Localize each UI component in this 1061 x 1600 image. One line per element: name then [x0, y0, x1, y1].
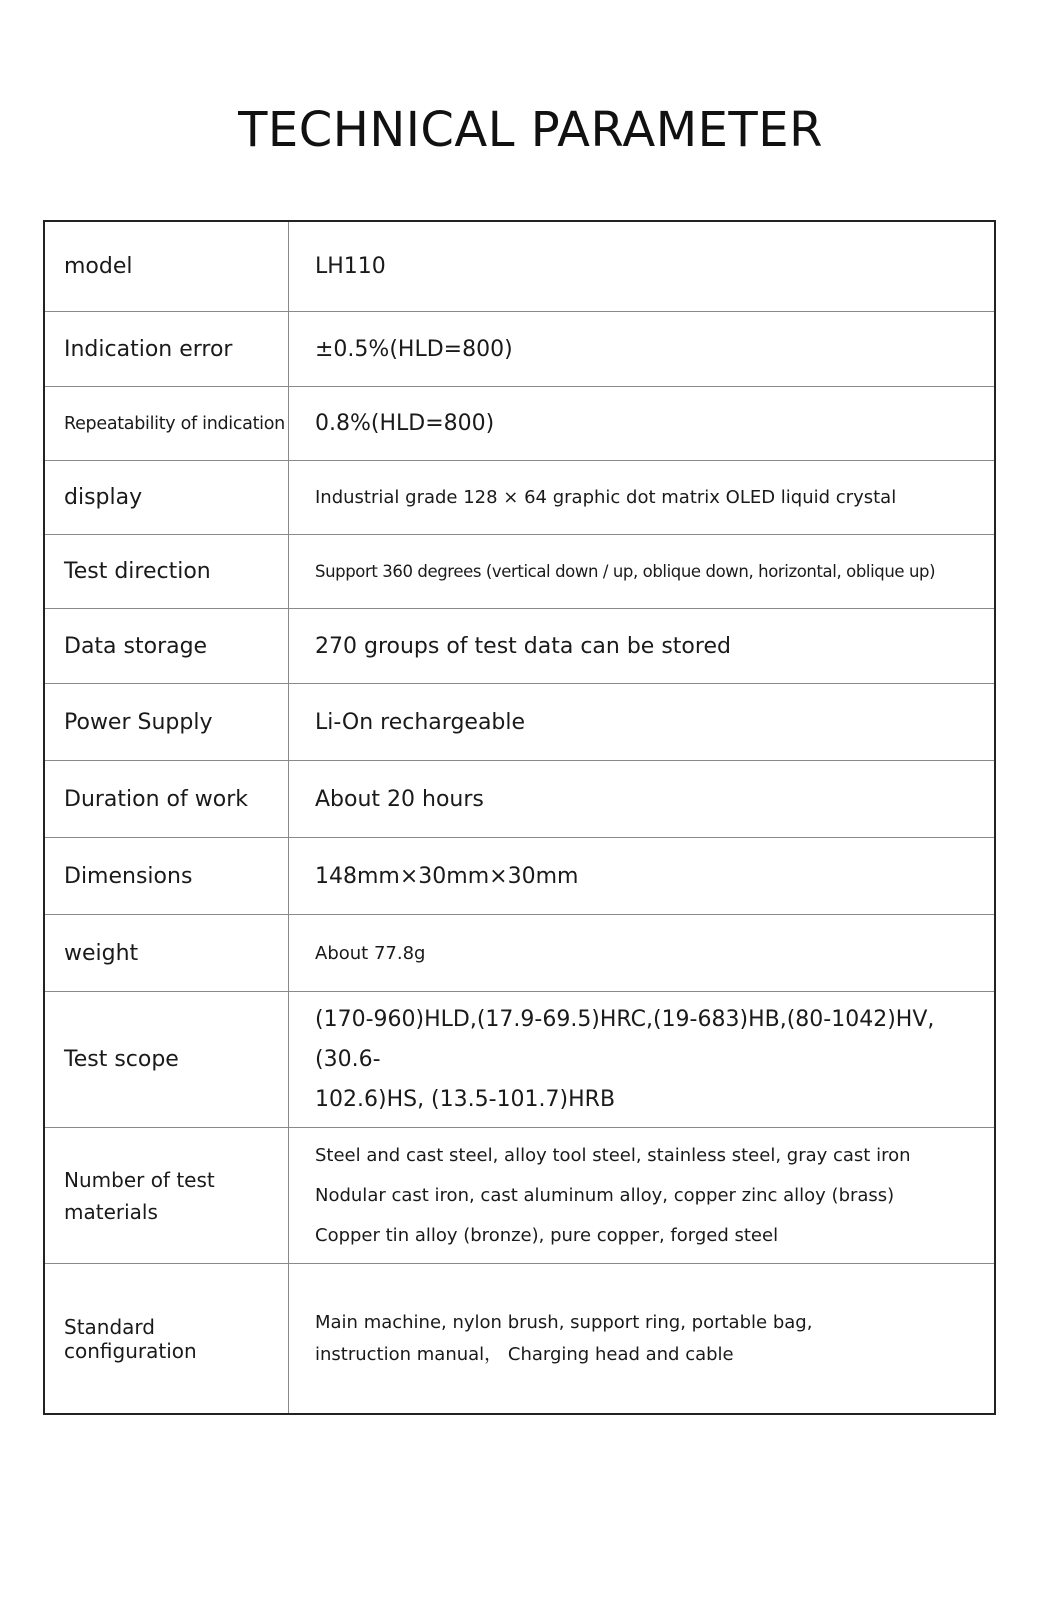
label-line: Number of test: [64, 1167, 215, 1192]
value-line: instruction manual， Charging head and cable: [315, 1343, 734, 1365]
table-row-weight: [45, 914, 994, 991]
row-value: [289, 838, 994, 914]
row-value: [289, 461, 994, 534]
table-row-test-scope: [45, 991, 994, 1127]
row-label: Repeatability of indication: [45, 387, 289, 460]
label-line: materials: [64, 1199, 158, 1224]
value-line: Steel and cast steel, alloy tool steel, stainless steel, gray cast iron: [315, 1144, 911, 1166]
row-value: [289, 684, 994, 760]
table-row-data-storage: [45, 608, 994, 683]
row-value: [289, 992, 994, 1127]
value-line: 270 groups of test data can be stored: [315, 633, 731, 659]
value-line: About 77.8g: [315, 942, 426, 964]
table-row-display: [45, 460, 994, 534]
value-line: 0.8%(HLD=800): [315, 411, 495, 436]
row-label: [45, 1128, 289, 1263]
value-line: Support 360 degrees (vertical down / up, oblique down, horizontal, oblique up): [315, 562, 936, 581]
row-value: [289, 387, 994, 460]
value-line: 148mm×30mm×30mm: [315, 863, 579, 889]
row-value: [289, 222, 994, 311]
row-label: Test direction: [45, 535, 289, 608]
value-line: Li-On rechargeable: [315, 709, 526, 735]
row-value: [289, 915, 994, 991]
row-label: model: [45, 222, 289, 311]
value-line: LH110: [315, 254, 386, 279]
table-row-indication-error: [45, 311, 994, 386]
row-value: [289, 1128, 994, 1263]
row-label: display: [45, 461, 289, 534]
table-row-standard-configuration: [45, 1263, 994, 1413]
value-line: About 20 hours: [315, 786, 484, 812]
row-label: Indication error: [45, 312, 289, 386]
row-value: [289, 312, 994, 386]
table-row-test-direction: [45, 534, 994, 608]
table-row-model: [45, 222, 994, 311]
row-label: weight: [45, 915, 289, 991]
row-label: Data storage: [45, 609, 289, 683]
table-row-duration: [45, 760, 994, 837]
row-value: [289, 761, 994, 837]
row-label: Duration of work: [45, 761, 289, 837]
value-line: Nodular cast iron, cast aluminum alloy, copper zinc alloy (brass): [315, 1184, 895, 1206]
row-label: Standard configuration: [45, 1264, 289, 1413]
row-value: [289, 535, 994, 608]
value-line: Main machine, nylon brush, support ring, portable bag,: [315, 1311, 813, 1333]
table-row-power-supply: [45, 683, 994, 760]
value-line: Industrial grade 128 × 64 graphic dot matrix OLED liquid crystal: [315, 487, 897, 508]
value-line: Copper tin alloy (bronze), pure copper, forged steel: [315, 1224, 779, 1246]
row-label: Dimensions: [45, 838, 289, 914]
row-label: Test scope: [45, 992, 289, 1127]
value-line: (170-960)HLD,(17.9-69.5)HRC,(19-683)HB,(80-1042)HV,(30.6-: [315, 1006, 935, 1072]
row-label: Power Supply: [45, 684, 289, 760]
table-row-repeatability: [45, 386, 994, 460]
table-row-test-materials: [45, 1127, 994, 1263]
table-row-dimensions: [45, 837, 994, 914]
row-value: [289, 1264, 994, 1413]
value-line: ±0.5%(HLD=800): [315, 336, 513, 362]
value-line: 102.6)HS, (13.5-101.7)HRB: [315, 1086, 616, 1112]
spec-table: [43, 220, 996, 1415]
row-value: [289, 609, 994, 683]
page-title: TECHNICAL PARAMETER: [238, 102, 823, 158]
